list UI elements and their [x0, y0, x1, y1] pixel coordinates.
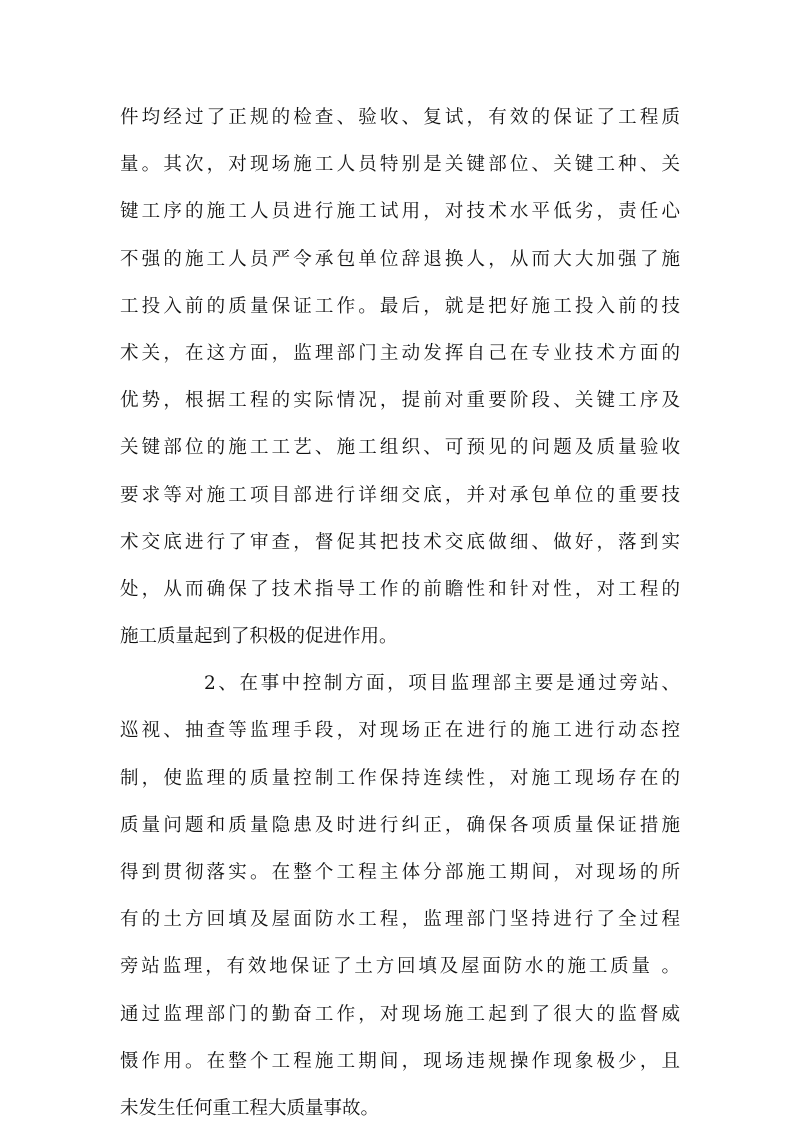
- text-line: 有的土方回填及屋面防水工程，监理部门坚持进行了全过程: [120, 909, 680, 931]
- text-line: 制，使监理的质量控制工作保持连续性，对施工现场存在的: [120, 767, 680, 789]
- text-line: 件均经过了正规的检查、验收、复试，有效的保证了工程质: [120, 107, 680, 128]
- text-line: 术关，在这方面，监理部门主动发挥自己在专业技术方面的: [120, 342, 680, 364]
- text-line: 工投入前的质量保证工作。最后，就是把好施工投入前的技: [120, 295, 680, 317]
- text-line: 慑作用。在整个工程施工期间，现场违规操作现象极少，且: [120, 1050, 680, 1072]
- text-line: 不强的施工人员严令承包单位辞退换人，从而大大加强了施: [120, 248, 680, 270]
- text-line: 未发生任何重工程大质量事故。: [120, 1097, 380, 1119]
- body-text: [120, 94, 680, 1132]
- text-line: 要求等对施工项目部进行详细交底，并对承包单位的重要技: [120, 484, 680, 506]
- text-line: 优势，根据工程的实际情况，提前对重要阶段、关键工序及: [120, 390, 680, 412]
- text-line: 巡视、抽查等监理手段，对现场正在进行的施工进行动态控: [120, 720, 680, 742]
- text-line: 施工质量起到了积极的促进作用。: [120, 626, 398, 648]
- text-line: 旁站监理，有效地保证了土方回填及屋面防水的施工质量 。: [120, 956, 680, 978]
- text-line: 通过监理部门的勤奋工作，对现场施工起到了很大的监督威: [120, 1003, 680, 1025]
- text-line: 量。其次，对现场施工人员特别是关键部位、关键工种、关: [120, 154, 680, 176]
- text-line: 关键部位的施工工艺、施工组织、可预见的问题及质量验收: [120, 437, 680, 459]
- paragraph-1: [120, 94, 680, 660]
- text-line: 2、在事中控制方面，项目监理部主要是通过旁站、: [204, 673, 680, 695]
- text-line: 处，从而确保了技术指导工作的前瞻性和针对性，对工程的: [120, 578, 680, 600]
- text-line: 质量问题和质量隐患及时进行纠正，确保各项质量保证措施: [120, 814, 680, 836]
- text-line: 键工序的施工人员进行施工试用，对技术水平低劣，责任心: [120, 201, 680, 223]
- paragraph-2: [120, 660, 680, 1132]
- text-line: 得到贯彻落实。在整个工程主体分部施工期间，对现场的所: [120, 862, 680, 883]
- text-line: 术交底进行了审查，督促其把技术交底做细、做好，落到实: [120, 531, 680, 553]
